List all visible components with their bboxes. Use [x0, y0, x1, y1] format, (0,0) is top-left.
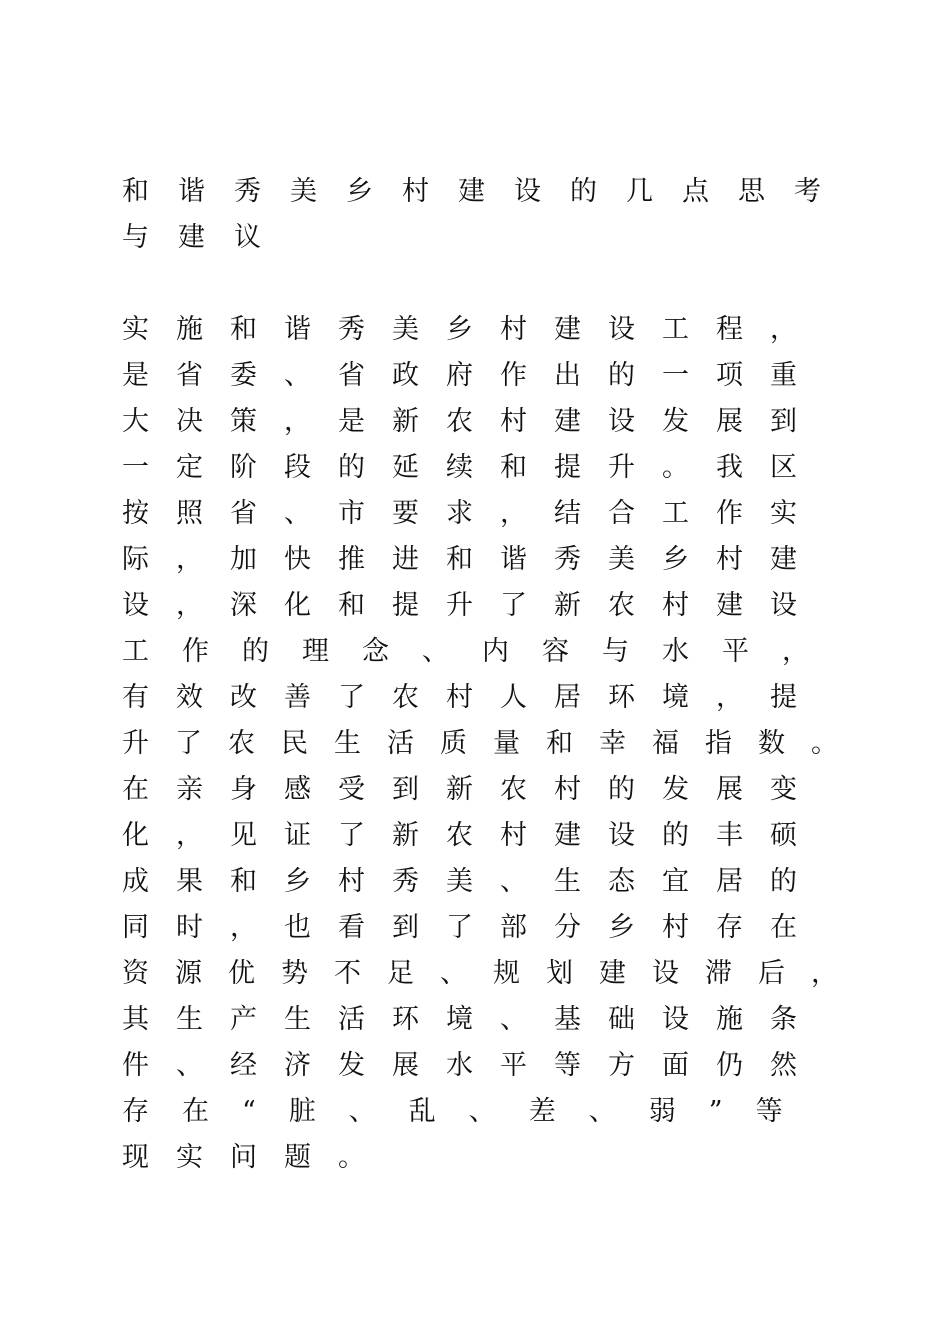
body-text-line: 工作的理念、内容与水平， [122, 636, 842, 667]
body-text-line: 按照省、市要求，结合工作实 [122, 498, 824, 529]
body-text-line: 现实问题。 [122, 1142, 392, 1173]
body-text-line: 其生产生活环境、基础设施条 [122, 1004, 824, 1035]
body-text-line: 资源优势不足、规划建设滞后， [122, 958, 864, 989]
body-text-line: 同时，也看到了部分乡村存在 [122, 912, 824, 943]
body-text-line: 在亲身感受到新农村的发展变 [122, 774, 824, 805]
title-line: 和谐秀美乡村建设的几点思考 [122, 176, 850, 207]
body-text-line: 成果和乡村秀美、生态宜居的 [122, 866, 824, 897]
body-text-line: 是省委、省政府作出的一项重 [122, 360, 824, 391]
body-text-line: 实施和谐秀美乡村建设工程， [122, 314, 824, 345]
body-text-line: 际，加快推进和谐秀美乡村建 [122, 544, 824, 575]
body-text-line: 件、经济发展水平等方面仍然 [122, 1050, 824, 1081]
body-text-line: 有效改善了农村人居环境，提 [122, 682, 824, 713]
body-text-line: 升了农民生活质量和幸福指数。 [122, 728, 864, 759]
title-line: 与建议 [122, 222, 290, 253]
body-text-line: 设，深化和提升了新农村建设 [122, 590, 824, 621]
body-text-line: 化，见证了新农村建设的丰硕 [122, 820, 824, 851]
body-text-line: 一定阶段的延续和提升。我区 [122, 452, 824, 483]
body-text-line: 存在“脏、乱、差、弱”等 [122, 1096, 816, 1127]
body-text-line: 大决策，是新农村建设发展到 [122, 406, 824, 437]
